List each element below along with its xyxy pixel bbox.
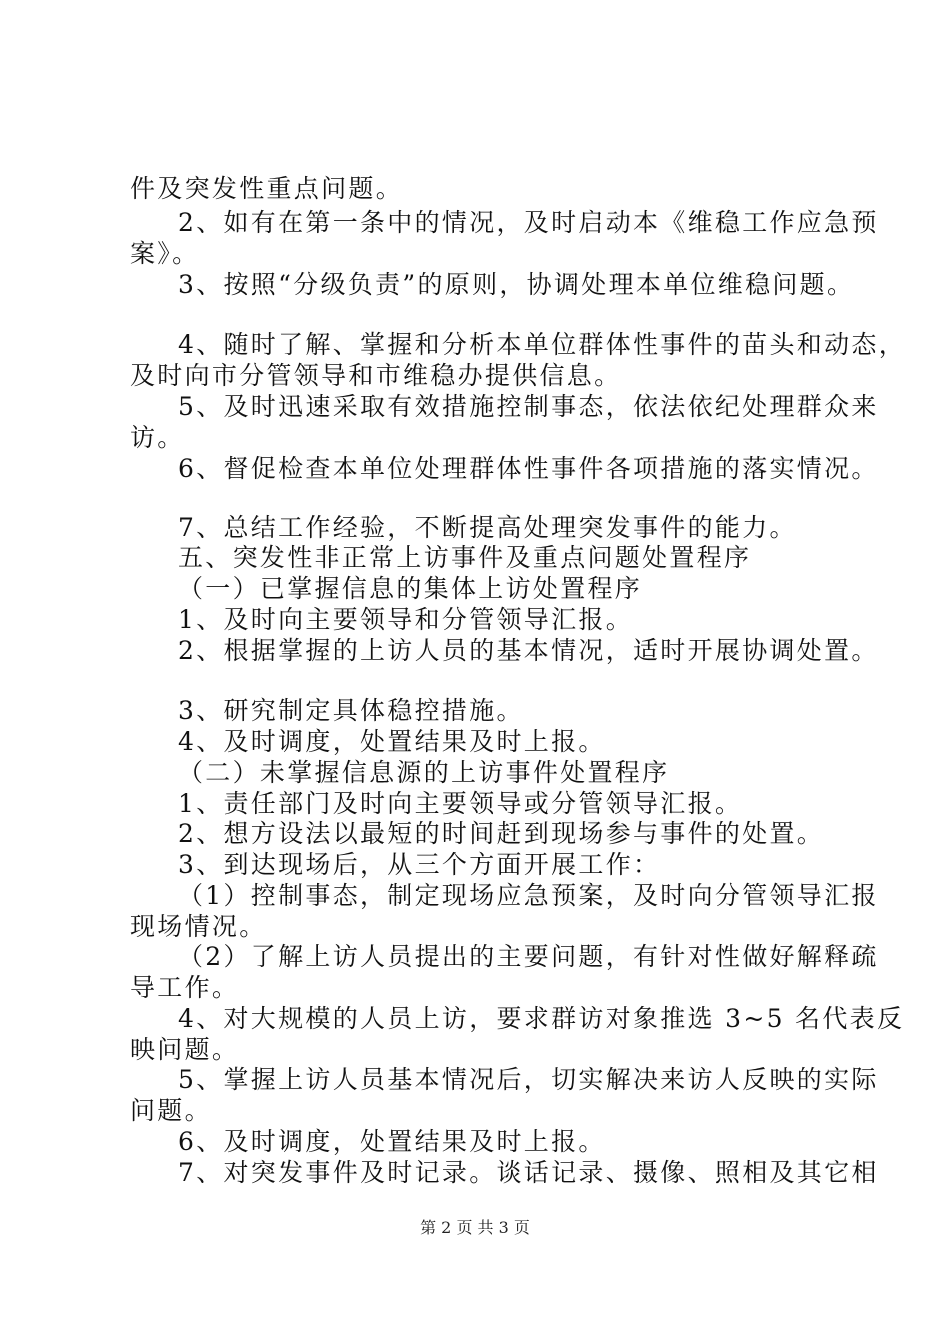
text-line: 4、对大规模的人员上访，要求群访对象推选 3~5 名代表反 [178,1004,905,1033]
text-line: 6、及时调度，处置结果及时上报。 [178,1127,606,1156]
subsection-heading: （一）已掌握信息的集体上访处置程序 [178,574,643,603]
text-line: 4、及时调度，处置结果及时上报。 [178,727,606,756]
text-line: 1、责任部门及时向主要领导或分管领导汇报。 [178,789,743,818]
text-line: 6、督促检查本单位处理群体性事件各项措施的落实情况。 [178,454,879,483]
text-line: 问题。 [130,1096,212,1125]
text-line: 3、研究制定具体稳控措施。 [178,696,524,725]
text-line: 及时向市分管领导和市维稳办提供信息。 [130,361,622,390]
page-footer: 第 2 页 共 3 页 [420,1218,530,1237]
text-line: 导工作。 [130,973,240,1002]
text-line: 7、对突发事件及时记录。谈话记录、摄像、照相及其它相 [178,1158,879,1187]
text-line: 现场情况。 [130,912,267,941]
text-line: 5、掌握上访人员基本情况后，切实解决来访人反映的实际 [178,1065,879,1094]
text-line: （1）控制事态，制定现场应急预案，及时向分管领导汇报 [178,881,879,910]
text-line: 1、及时向主要领导和分管领导汇报。 [178,605,634,634]
text-line: 2、如有在第一条中的情况，及时启动本《维稳工作应急预 [178,208,879,237]
text-line: 访。 [130,423,185,452]
text-line: 2、根据掌握的上访人员的基本情况，适时开展协调处置。 [178,636,879,665]
text-line: 件及突发性重点问题。 [130,174,404,203]
text-line: 5、及时迅速采取有效措施控制事态，依法依纪处理群众来 [178,392,879,421]
text-line: （2）了解上访人员提出的主要问题，有针对性做好解释疏 [178,942,879,971]
text-line: 2、想方设法以最短的时间赶到现场参与事件的处置。 [178,819,825,848]
text-line: 7、总结工作经验，不断提高处理突发事件的能力。 [178,513,797,542]
text-line: 4、随时了解、掌握和分析本单位群体性事件的苗头和动态， [178,330,907,359]
section-heading: 五、突发性非正常上访事件及重点问题处置程序 [178,543,752,572]
text-line: 3、按照“分级负责”的原则，协调处理本单位维稳问题。 [178,270,855,299]
text-line: 3、到达现场后，从三个方面开展工作： [178,850,661,879]
text-line: 案》。 [130,239,200,268]
text-line: 映问题。 [130,1035,240,1064]
subsection-heading: （二）未掌握信息源的上访事件处置程序 [178,758,670,787]
